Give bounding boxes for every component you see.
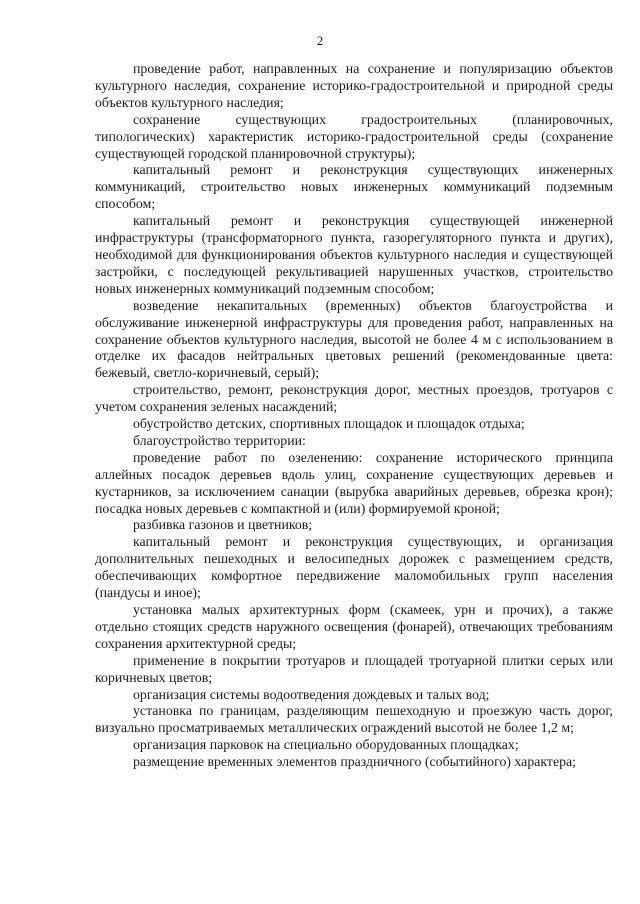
- paragraph: капитальный ремонт и реконструкция существующей инженерной инфраструктуры (трансформаторного пункта, газорегуляторного пункта и других), необходимой для функционирования объектов культурного наследия и существующей застройки, с последующей рекультивацией нарушенных участков, строительство новых инженерных коммуникаций подземным способом;: [95, 213, 613, 296]
- paragraph: капитальный ремонт и реконструкция существующих инженерных коммуникаций, строительство новых инженерных коммуникаций подземным способом;: [95, 162, 613, 212]
- paragraph: капитальный ремонт и реконструкция существующих, и организация дополнительных пешеходных и велосипедных дорожек с размещением средств, обеспечивающих комфортное передвижение маломобильных групп населения (пандусы и иное);: [95, 534, 613, 601]
- paragraph: благоустройство территории:: [133, 432, 306, 448]
- paragraph: сохранение существующих градостроительных (планировочных, типологических) характеристик историко-градостроительной среды (сохранение существующей городской планировочной структуры);: [95, 111, 613, 161]
- paragraph: установка малых архитектурных форм (скамеек, урн и прочих), а также отдельно стоящих средств наружного освещения (фонарей), отвечающих требованиям сохранения архитектурной среды;: [95, 602, 613, 651]
- paragraph: проведение работ, направленных на сохранение и популяризацию объектов культурного наследия, сохранение историко-градостроительной и природной среды объектов культурного наследия;: [95, 61, 613, 110]
- paragraph: применение в покрытии тротуаров и площадей тротуарной плитки серых или коричневых цветов;: [95, 652, 613, 685]
- paragraph: возведение некапитальных (временных) объектов благоустройства и обслуживание инженерной инфраструктуры для проведения работ, направленных на сохранение объектов культурного наследия, высотой не более 4 м с использованием в отделке их фасадов нейтральных цветовых решений (рекомендованные цвета: бежевый, светло-коричневый, серый);: [95, 297, 613, 381]
- paragraph: установка по границам, разделяющим пешеходную и проезжую часть дорог, визуально просматриваемых металлических ограждений высотой не более 1,2 м;: [95, 703, 613, 736]
- document-body: [95, 61, 613, 771]
- paragraph: организация парковок на специально оборудованных площадках;: [133, 737, 519, 753]
- paragraph: организация системы водоотведения дождевых и талых вод;: [133, 686, 490, 702]
- paragraph: разбивка газонов и цветников;: [133, 517, 313, 533]
- page-number: 2: [316, 33, 324, 48]
- paragraph: проведение работ по озеленению: сохранение исторического принципа аллейных посадок деревьев вдоль улиц, сохранение существующих деревьев и кустарников, за исключением санации (вырубка аварийных деревьев, обрезка крон); посадка новых деревьев с компактной и (или) формируемой кроной;: [95, 449, 613, 516]
- paragraph: строительство, ремонт, реконструкция дорог, местных проездов, тротуаров с учетом сохранения зеленых насаждений;: [95, 382, 613, 415]
- paragraph: обустройство детских, спортивных площадок и площадок отдыха;: [133, 416, 525, 432]
- paragraph: размещение временных элементов праздничного (событийного) характера;: [133, 754, 577, 770]
